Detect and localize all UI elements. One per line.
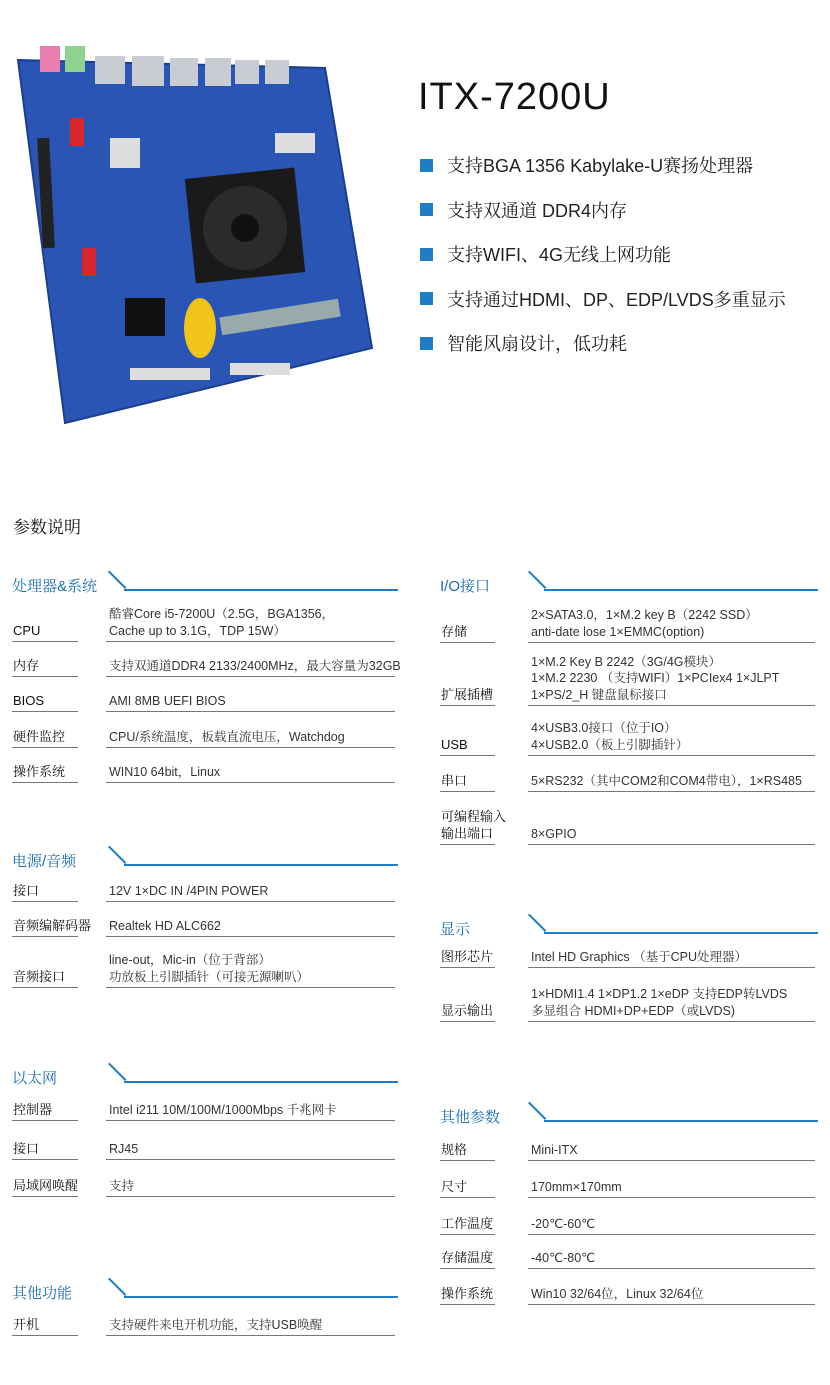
spec-value-underline xyxy=(106,1335,395,1336)
spec-label-underline xyxy=(440,1021,495,1022)
spec-label-underline xyxy=(440,844,495,845)
section-title: 处理器&系统 xyxy=(12,578,98,595)
spec-value: AMI 8MB UEFI BIOS xyxy=(109,693,226,708)
spec-value: 170mm×170mm xyxy=(531,1179,622,1194)
square-bullet-icon xyxy=(420,248,433,261)
feature-item xyxy=(420,277,786,322)
spec-value-underline xyxy=(528,844,815,845)
spec-label: 串口 xyxy=(441,773,468,788)
feature-text: 支持WIFI、4G无线上网功能 xyxy=(447,245,671,266)
spec-value: 2×SATA3.0，1×M.2 key B（2242 SSD） anti-date lose 1×EMMC(option) xyxy=(531,608,758,639)
spec-value: -40℃-80℃ xyxy=(531,1250,596,1265)
spec-label: BIOS xyxy=(13,693,45,708)
motherboard-image xyxy=(10,38,380,428)
spec-value: 12V 1×DC IN /4PIN POWER xyxy=(109,883,269,898)
spec-value: 酷睿Core i5-7200U（2.5G，BGA1356， Cache up to 3.1G，TDP 15W） xyxy=(109,607,335,638)
spec-label: 内存 xyxy=(13,658,40,673)
spec-row xyxy=(0,583,830,643)
spec-label: CPU xyxy=(13,623,41,638)
spec-value-underline xyxy=(528,1021,815,1022)
spec-value: RJ45 xyxy=(109,1141,139,1156)
spec-value: Realtek HD ALC662 xyxy=(109,918,221,933)
spec-value: line-out，Mic-in（位于背部） 功放板上引脚插针（可接无源喇叭） xyxy=(109,953,310,984)
spec-value: 1×HDMI1.4 1×DP1.2 1×eDP 支持EDP转LVDS 多显组合 HDMI+DP+EDP（或LVDS) xyxy=(531,987,788,1018)
spec-label: 音频接口 xyxy=(13,969,66,984)
section-title: 其他参数 xyxy=(440,1109,501,1126)
feature-item xyxy=(420,143,786,188)
spec-row xyxy=(0,908,830,968)
spec-label: USB xyxy=(441,737,468,752)
feature-item xyxy=(420,232,786,277)
spec-value: CPU/系统温度，板载直流电压，Watchdog xyxy=(109,729,345,744)
spec-label-underline xyxy=(440,1304,495,1305)
spec-label: 规格 xyxy=(441,1142,468,1157)
product-title: ITX-7200U xyxy=(418,76,611,118)
spec-row xyxy=(0,785,830,845)
spec-value: 4×USB3.0接口（位于IO） 4×USB2.0（板上引脚插针） xyxy=(531,721,689,752)
spec-value-underline xyxy=(528,642,815,643)
square-bullet-icon xyxy=(420,159,433,172)
spec-label: 工作温度 xyxy=(441,1216,494,1231)
feature-item xyxy=(420,188,786,233)
section-title: 显示 xyxy=(440,921,471,938)
spec-value: 支持 xyxy=(109,1178,135,1193)
spec-label: 接口 xyxy=(13,883,40,898)
spec-value: 1×M.2 Key B 2242（3G/4G模块） 1×M.2 2230 （支持WIFI）1×PCIex4 1×JLPT 1×PS/2_H 键盘鼠标接口 xyxy=(531,654,780,702)
feature-list xyxy=(420,143,786,366)
spec-label: 图形芯片 xyxy=(441,949,494,964)
square-bullet-icon xyxy=(420,203,433,216)
spec-label: 操作系统 xyxy=(13,764,66,779)
spec-label: 局域网唤醒 xyxy=(13,1178,79,1193)
spec-label: 硬件监控 xyxy=(13,729,66,744)
spec-label: 控制器 xyxy=(13,1102,53,1117)
spec-label: 接口 xyxy=(13,1141,40,1156)
feature-text: 支持BGA 1356 Kabylake-U赛扬处理器 xyxy=(447,156,754,177)
spec-label: 存储 xyxy=(441,624,468,639)
spec-value: Win10 32/64位，Linux 32/64位 xyxy=(531,1286,704,1301)
feature-text: 支持双通道 DDR4内存 xyxy=(447,200,628,221)
spec-label: 显示输出 xyxy=(441,1003,494,1018)
square-bullet-icon xyxy=(420,292,433,305)
spec-label: 扩展插槽 xyxy=(441,687,494,702)
spec-value: Intel i211 10M/100M/1000Mbps 千兆网卡 xyxy=(109,1102,337,1117)
spec-label: 存储温度 xyxy=(441,1250,494,1265)
feature-item xyxy=(420,321,786,366)
spec-row xyxy=(0,1245,830,1305)
spec-value: Mini-ITX xyxy=(531,1142,578,1157)
spec-row xyxy=(0,962,830,1022)
section-title: 其他功能 xyxy=(12,1285,73,1302)
spec-label-underline xyxy=(12,1335,78,1336)
feature-text: 支持通过HDMI、DP、EDP/LVDS多重显示 xyxy=(447,289,786,310)
square-bullet-icon xyxy=(420,337,433,350)
spec-label: 可编程输入 输出端口 xyxy=(441,809,507,841)
spec-value: 8×GPIO xyxy=(531,826,577,841)
spec-label: 音频编解码器 xyxy=(13,918,92,933)
spec-value: 支持双通道DDR4 2133/2400MHz，最大容量为32GB xyxy=(109,658,401,673)
spec-value: -20℃-60℃ xyxy=(531,1216,596,1231)
params-title: 参数说明 xyxy=(13,518,81,537)
section-title: I/O接口 xyxy=(440,578,491,595)
spec-label-underline xyxy=(440,642,495,643)
spec-value-underline xyxy=(528,1304,815,1305)
spec-value: 支持硬件来电开机功能，支持USB唤醒 xyxy=(109,1317,323,1332)
spec-value: Intel HD Graphics （基于CPU处理器） xyxy=(531,949,748,964)
spec-value: 5×RS232（其中COM2和COM4带电），1×RS485 xyxy=(531,773,802,788)
spec-label: 开机 xyxy=(13,1317,40,1332)
spec-label: 操作系统 xyxy=(441,1286,494,1301)
feature-text: 智能风扇设计，低功耗 xyxy=(447,334,627,355)
spec-label: 尺寸 xyxy=(441,1179,468,1194)
section-title: 以太网 xyxy=(12,1070,58,1087)
section-title: 电源/音频 xyxy=(12,853,77,870)
spec-value: WIN10 64bit，Linux xyxy=(109,764,221,779)
spec-row xyxy=(0,732,830,792)
